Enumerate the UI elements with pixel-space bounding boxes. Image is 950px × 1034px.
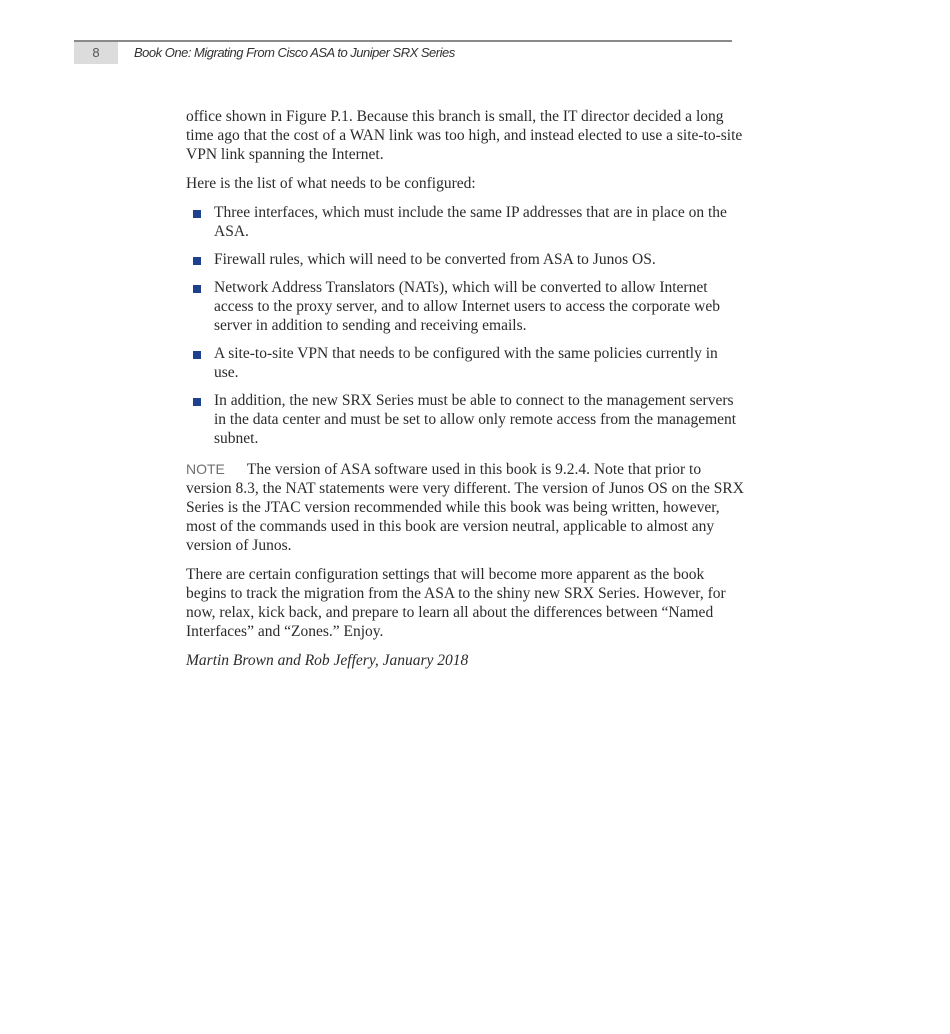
list-item-text: A site-to-site VPN that needs to be configured with the same policies currently in use.	[214, 345, 718, 381]
list-item	[186, 278, 746, 335]
closing-paragraph: There are certain configuration settings that will become more apparent as the book begins to track the migration from the ASA to the shiny new SRX Series. However, for now, relax, kick back, and prepare to learn all about the differences between “Named Interfaces” and “Zones.” Enjoy.	[186, 566, 726, 640]
list-item-text: Firewall rules, which will need to be converted from ASA to Junos OS.	[214, 251, 656, 268]
list-item-text: Network Address Translators (NATs), which will be converted to allow Internet access to the proxy server, and to allow Internet users to access the corporate web server in addition to sending and receiving emails.	[214, 279, 720, 334]
page-content	[186, 107, 746, 680]
list-item	[186, 344, 746, 382]
list-item-text: Three interfaces, which must include the same IP addresses that are in place on the ASA.	[214, 204, 727, 240]
note-label: NOTE	[186, 461, 225, 477]
list-item	[186, 203, 746, 241]
page-number: 8	[74, 42, 118, 64]
bullet-square-icon	[193, 398, 201, 406]
note-text: The version of ASA software used in this book is 9.2.4. Note that prior to version 8.3, the NAT statements were very different. The version of Junos OS on the SRX Series is the JTAC version recommended while this book was being written, however, most of the commands used in this book are version neutral, applicable to almost any version of Junos.	[186, 461, 744, 554]
bullet-square-icon	[193, 257, 201, 265]
list-item	[186, 391, 746, 448]
config-list	[186, 203, 746, 448]
bullet-square-icon	[193, 210, 201, 218]
list-item	[186, 250, 746, 269]
bullet-square-icon	[193, 285, 201, 293]
intro-paragraph: office shown in Figure P.1. Because this branch is small, the IT director decided a long time ago that the cost of a WAN link was too high, and instead elected to use a site-to-site VPN link spanning the Internet.	[186, 108, 743, 163]
running-head: Book One: Migrating From Cisco ASA to Juniper SRX Series	[134, 45, 455, 60]
signature: Martin Brown and Rob Jeffery, January 2018	[186, 652, 469, 669]
note-paragraph	[186, 460, 746, 555]
list-item-text: In addition, the new SRX Series must be able to connect to the management servers in the data center and must be set to allow only remote access from the management subnet.	[214, 392, 737, 447]
bullet-square-icon	[193, 351, 201, 359]
list-intro: Here is the list of what needs to be configured:	[186, 175, 476, 192]
